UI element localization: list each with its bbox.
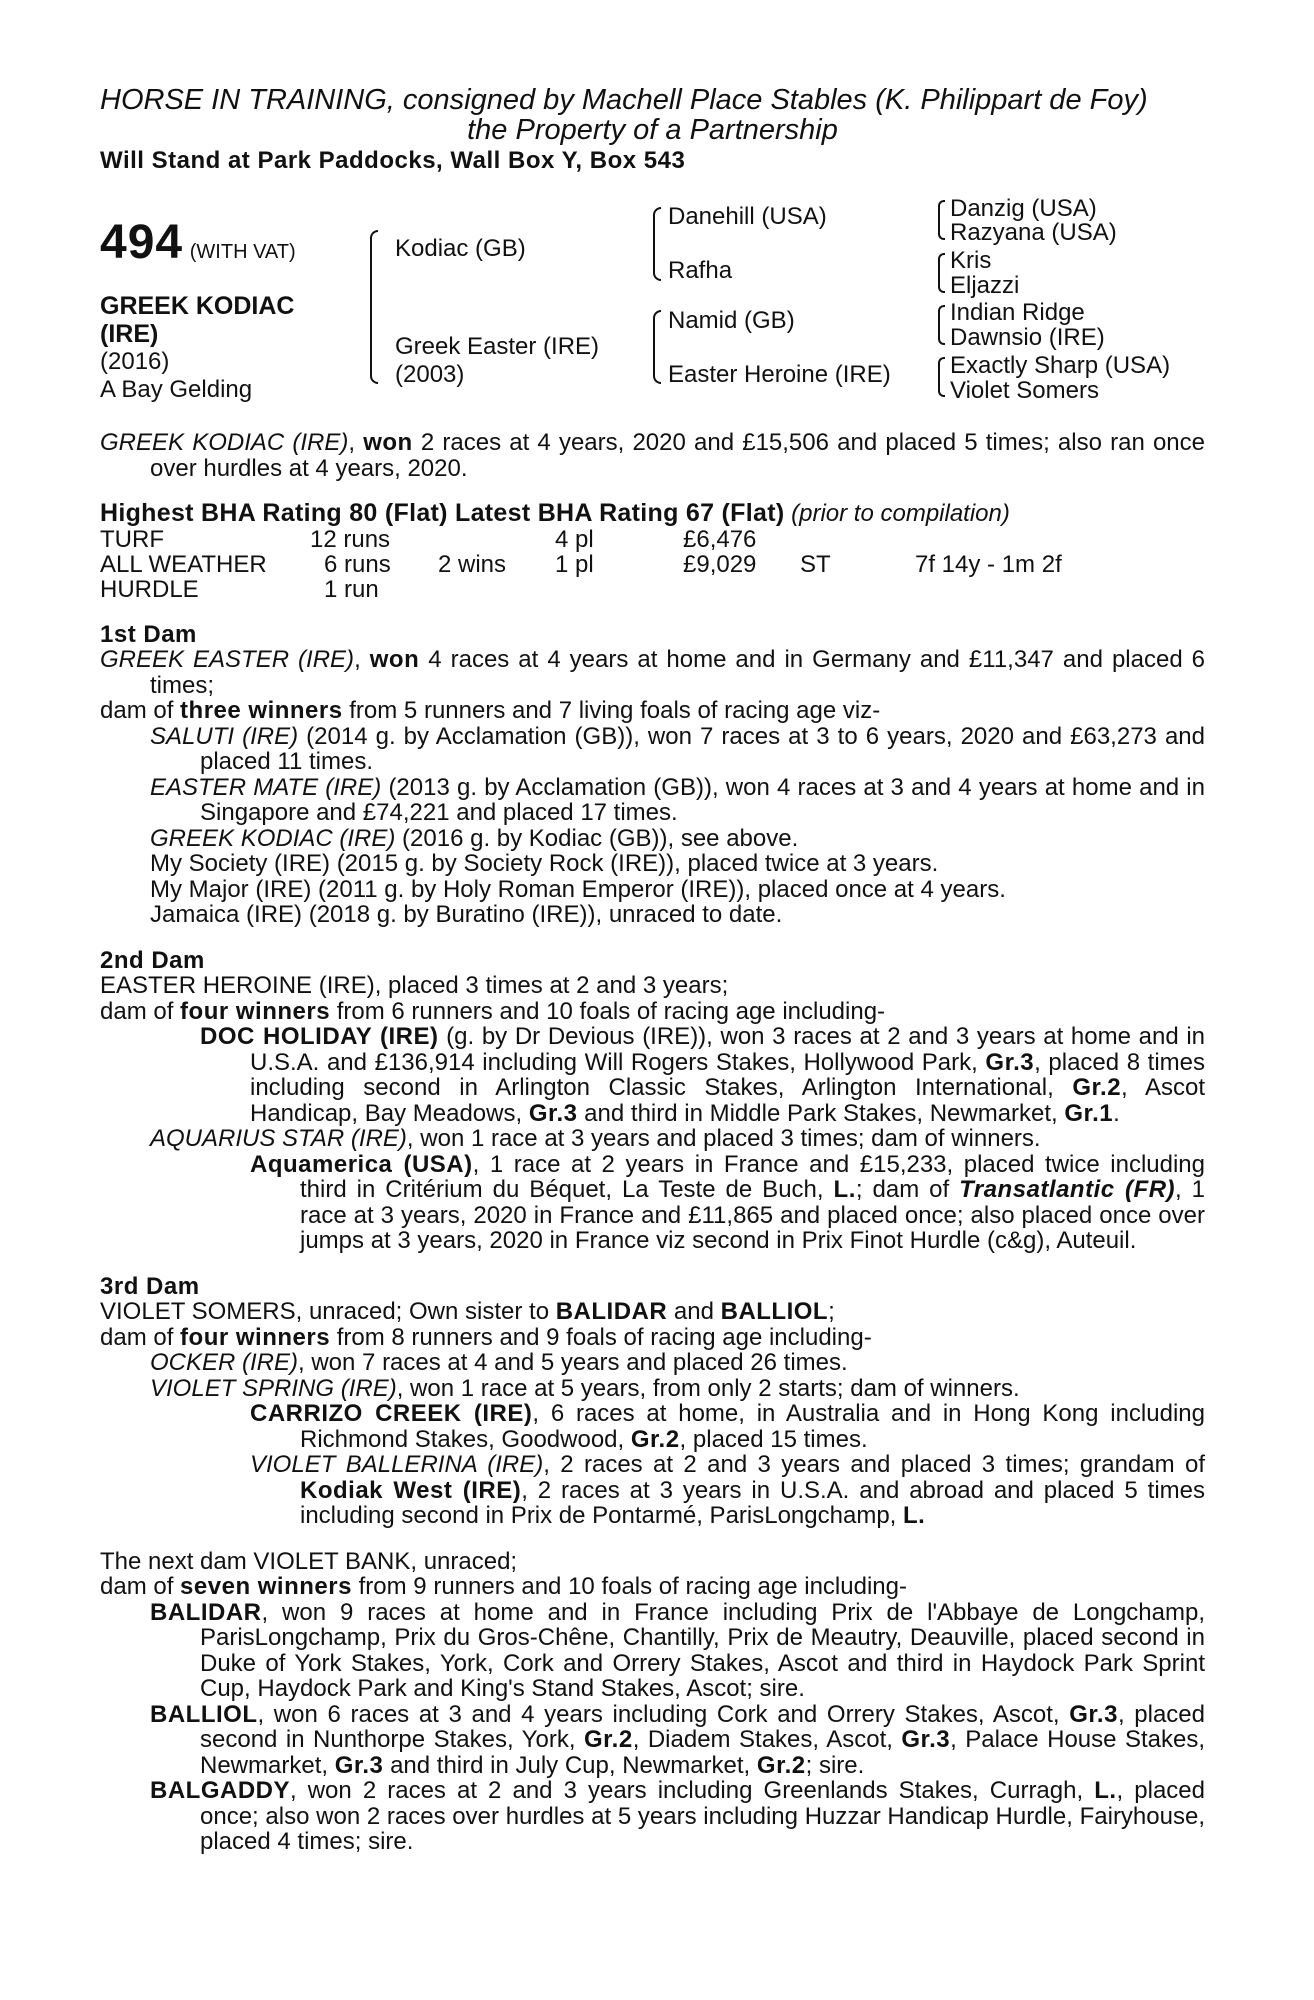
g3-brace-3	[938, 305, 945, 345]
produce-item: OCKER (IRE), won 7 races at 4 and 5 years and placed 26 times.	[150, 1349, 848, 1376]
produce-item: VIOLET SPRING (IRE), won 1 race at 5 years, from only 2 starts; dam of winners.	[150, 1374, 1020, 1402]
horse-name: GREEK KODIAC (IRE)	[100, 292, 295, 348]
dam-year: (2003)	[395, 361, 465, 388]
first-dam-section	[100, 622, 1205, 928]
produce-item: BALGADDY, won 2 races at 2 and 3 years including Greenlands Stakes, Curragh, L., placed once; also won 2 races over hurdles at 5 years including Huzzar Handicap Hurdle, Fairyhouse, placed 4 times; sire.	[150, 1777, 1205, 1855]
sire-dam: Rafha	[668, 257, 733, 284]
produce-item: My Major (IRE) (2011 g. by Holy Roman Emperor (IRE)), placed once at 4 years.	[150, 875, 1006, 903]
horse-info	[100, 292, 340, 404]
vat-label: (WITH VAT)	[189, 241, 296, 263]
dss: Indian Ridge	[950, 299, 1085, 326]
horse-year: (2016)	[100, 348, 170, 375]
dam-dam: Easter Heroine (IRE)	[668, 361, 891, 388]
second-dam-record: EASTER HEROINE (IRE), placed 3 times at 2 and 3 years;	[100, 972, 729, 999]
grand-produce-item: CARRIZO CREEK (IRE), 6 races at home, in Australia and in Hong Kong including Richmond Stakes, Goodwood, Gr.2, placed 15 times.	[250, 1400, 1205, 1453]
second-dam-title: 2nd Dam	[100, 946, 205, 974]
rating-note: (prior to compilation)	[791, 500, 1010, 527]
next-dam-section	[100, 1549, 1205, 1855]
third-dam-produce-intro: dam of four winners from 8 runners and 9 foals of racing age including-	[100, 1323, 872, 1351]
dsd: Dawnsio (IRE)	[950, 324, 1105, 351]
third-dam-section	[100, 1274, 1205, 1529]
sire-sire: Danehill (USA)	[668, 203, 827, 230]
produce-item: SALUTI (IRE) (2014 g. by Acclamation (GB)), won 7 races at 3 to 6 years, 2020 and £63,273 and placed 11 times.	[150, 722, 1206, 775]
rating-text: Highest BHA Rating 80 (Flat) Latest BHA Rating 67 (Flat)	[100, 499, 785, 527]
stats-row-hurdle: HURDLE 1 run	[100, 575, 379, 603]
first-dam-produce-intro: dam of three winners from 5 runners and 7 living foals of racing age viz-	[100, 697, 881, 724]
ssd: Razyana (USA)	[950, 219, 1117, 246]
stand-line: Will Stand at Park Paddocks, Wall Box Y, Box 543	[100, 147, 686, 174]
third-dam-title: 3rd Dam	[100, 1272, 200, 1300]
lot-number: 494	[100, 216, 184, 269]
dam: Greek Easter (IRE)	[395, 333, 600, 360]
produce-item: EASTER MATE (IRE) (2013 g. by Acclamation (GB)), won 4 races at 3 and 4 years at home and in Singapore and £74,221 and placed 17 times.	[150, 773, 1205, 826]
produce-item: Jamaica (IRE) (2018 g. by Buratino (IRE)), unraced to date.	[150, 901, 783, 928]
first-dam-record: GREEK EASTER (IRE), won 4 races at 4 years at home and in Germany and £11,347 and placed 6 times;	[100, 646, 1206, 699]
sds: Kris	[950, 247, 992, 274]
catalogue-body	[100, 430, 1205, 1855]
grand-produce-item: VIOLET BALLERINA (IRE), 2 races at 2 and 3 years and placed 3 times; grandam of Kodiak West (IRE), 2 races at 3 years in U.S.A. and abroad and placed 5 times including second in Prix de Pontarmé, ParisLongchamp, L.	[250, 1451, 1206, 1529]
stats-row-allweather: ALL WEATHER 6 runs 2 wins 1 pl £9,029 ST 7f 14y - 1m 2f	[100, 550, 1062, 578]
consignor-line: HORSE IN TRAINING, consigned by Machell Place Stables (K. Philippart de Foy)	[100, 84, 1148, 116]
dam-brace	[653, 310, 661, 384]
next-dam-produce-intro: dam of seven winners from 9 runners and 10 foals of racing age including-	[100, 1573, 907, 1600]
sire-brace	[653, 207, 661, 281]
pedigree-brace	[370, 230, 378, 384]
property-line: the Property of a Partnership	[467, 114, 838, 146]
sire: Kodiac (GB)	[395, 235, 526, 262]
produce-item: My Society (IRE) (2015 g. by Society Rock (IRE)), placed twice at 3 years.	[150, 850, 939, 877]
produce-item: BALLIOL, won 6 races at 3 and 4 years including Cork and Orrery Stakes, Ascot, Gr.3, placed second in Nunthorpe Stakes, York, Gr.2, Diadem Stakes, Ascot, Gr.3, Palace House Stakes, Newmarket, Gr.3 and third in July Cup, Newmarket, Gr.2; sire.	[150, 1700, 1206, 1779]
ratings-section	[100, 501, 1205, 602]
g3-brace-1	[938, 200, 945, 240]
g3-brace-2	[938, 253, 945, 293]
produce-item: DOC HOLIDAY (IRE) (g. by Dr Devious (IRE)), won 3 races at 2 and 3 years at home and in U.S.A. and £136,914 including Will Rogers Stakes, Hollywood Park, Gr.3, placed 8 times including second in Arlington Classic Stakes, Arlington International, Gr.2, Ascot Handicap, Bay Meadows, Gr.3 and third in Middle Park Stakes, Newmarket, Gr.1.	[200, 1023, 1206, 1127]
sdd: Eljazzi	[950, 272, 1020, 299]
stats-table	[100, 527, 1205, 602]
g3-brace-4	[938, 357, 945, 397]
second-dam-section	[100, 948, 1205, 1254]
dam-sire: Namid (GB)	[668, 307, 795, 334]
next-dam-record: The next dam VIOLET BANK, unraced;	[100, 1547, 518, 1575]
produce-item: GREEK KODIAC (IRE) (2016 g. by Kodiac (GB)), see above.	[150, 824, 799, 852]
third-dam-record: VIOLET SOMERS, unraced; Own sister to BALIDAR and BALLIOL;	[100, 1298, 835, 1325]
dds: Exactly Sharp (USA)	[950, 352, 1171, 379]
sss: Danzig (USA)	[950, 195, 1097, 222]
catalogue-page	[100, 85, 1205, 1855]
horse-desc: A Bay Gelding	[100, 376, 253, 403]
produce-item: BALIDAR, won 9 races at home and in France including Prix de l'Abbaye de Longchamp, ParisLongchamp, Prix du Gros-Chêne, Chantilly, Prix de Meautry, Deauville, placed second in Duke of York Stakes, York, Cork and Orrery Stakes, Ascot and third in Haydock Park Sprint Cup, Haydock Park and King's Stand Stakes, Ascot; sire.	[150, 1598, 1205, 1702]
grand-produce-item: Aquamerica (USA), 1 race at 2 years in France and £15,233, placed twice including third in Critérium du Béquet, La Teste de Buch, L.; dam of Transatlantic (FR), 1 race at 3 years, 2020 in France and £11,865 and placed once; also placed once over jumps at 3 years, 2020 in France viz second in Prix Finot Hurdle (c&g), Auteuil.	[250, 1150, 1206, 1254]
ddd: Violet Somers	[950, 377, 1099, 404]
stats-row-turf: TURF 12 runs 4 pl £6,476	[100, 525, 757, 553]
produce-item: AQUARIUS STAR (IRE), won 1 race at 3 years and placed 3 times; dam of winners.	[150, 1125, 1041, 1152]
race-summary: GREEK KODIAC (IRE), won 2 races at 4 years, 2020 and £15,506 and placed 5 times; also ran once over hurdles at 4 years, 2020.	[100, 429, 1206, 482]
second-dam-produce-intro: dam of four winners from 6 runners and 10 foals of racing age including-	[100, 997, 886, 1025]
lot-heading	[100, 215, 296, 270]
first-dam-title: 1st Dam	[100, 620, 197, 648]
pedigree-block	[100, 195, 1205, 430]
